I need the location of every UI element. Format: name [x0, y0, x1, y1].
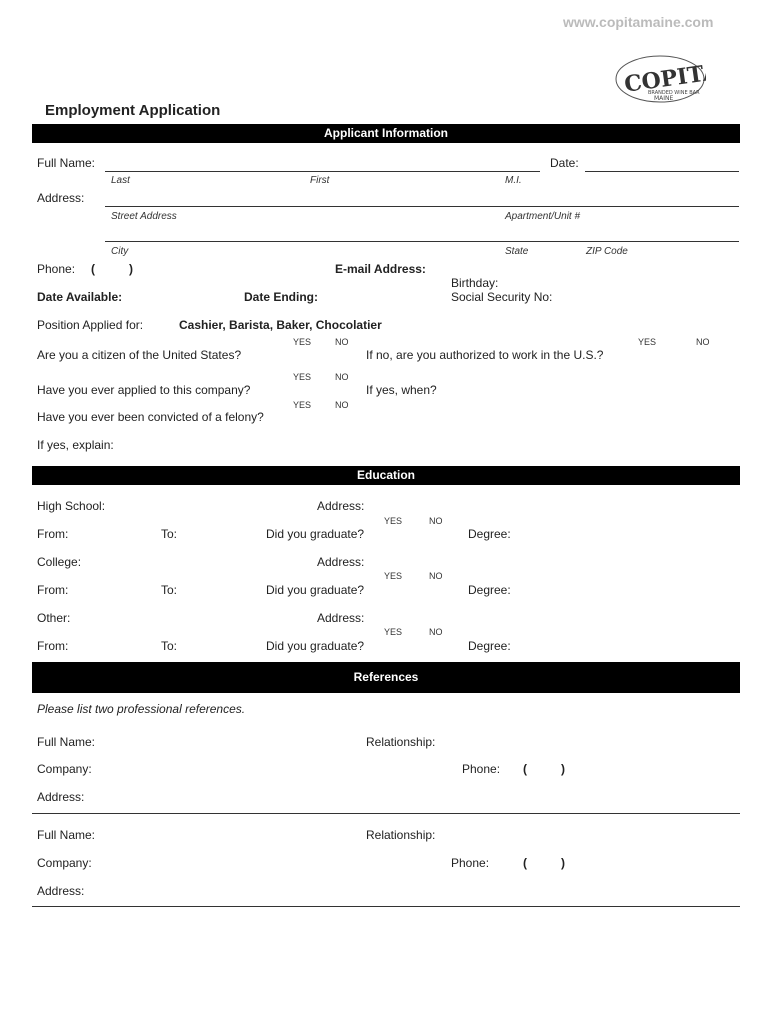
ref2-phone-paren-open: ( [523, 856, 527, 870]
ref1-phone-paren-close: ) [561, 762, 565, 776]
ref1-phone-paren-open: ( [523, 762, 527, 776]
ref2-company-label: Company: [37, 856, 92, 870]
first-sublabel: First [310, 175, 330, 186]
address-label: Address: [37, 191, 85, 205]
section-applicant-information: Applicant Information [32, 124, 740, 143]
ref1-address-label: Address: [37, 790, 85, 804]
street-sublabel: Street Address [111, 211, 177, 222]
other-graduate-yes[interactable]: YES [384, 627, 403, 637]
applied-yes[interactable]: YES [293, 372, 312, 382]
college-address-label: Address: [317, 555, 365, 569]
college-graduate-yes[interactable]: YES [384, 571, 403, 581]
other-to-label: To: [161, 639, 178, 653]
date-ending-label: Date Ending: [244, 290, 318, 304]
section-education: Education [32, 466, 740, 485]
high-school-label: High School: [37, 499, 106, 513]
authorized-no[interactable]: NO [696, 337, 710, 347]
explain-label: If yes, explain: [37, 438, 114, 452]
ref1-full-name-label: Full Name: [37, 735, 96, 749]
references-instruction: Please list two professional references. [37, 702, 246, 716]
mi-sublabel: M.I. [505, 175, 522, 186]
ssn-label: Social Security No: [451, 290, 553, 304]
applied-no[interactable]: NO [335, 372, 349, 382]
logo-text: COPITA [622, 58, 706, 98]
high-school-degree-label: Degree: [468, 527, 511, 541]
high-school-from-label: From: [37, 527, 69, 541]
position-label: Position Applied for: [37, 318, 144, 332]
zip-sublabel: ZIP Code [586, 246, 628, 257]
phone-paren-close: ) [129, 262, 133, 276]
page-title: Employment Application [45, 102, 221, 119]
other-graduate-label: Did you graduate? [266, 639, 365, 653]
street-address-line[interactable] [105, 206, 739, 207]
other-graduate-no[interactable]: NO [429, 627, 443, 637]
college-graduate-no[interactable]: NO [429, 571, 443, 581]
phone-paren-open: ( [91, 262, 95, 276]
other-label: Other: [37, 611, 71, 625]
position-value: Cashier, Barista, Baker, Chocolatier [179, 318, 382, 332]
ref2-phone-label: Phone: [451, 856, 490, 870]
college-from-label: From: [37, 583, 69, 597]
logo-graphic [614, 54, 706, 104]
felony-question: Have you ever been convicted of a felony? [37, 410, 264, 424]
full-name-line[interactable] [105, 171, 540, 172]
citizen-no[interactable]: NO [335, 337, 349, 347]
applied-question: Have you ever applied to this company? [37, 383, 251, 397]
other-address-label: Address: [317, 611, 365, 625]
felony-yes[interactable]: YES [293, 400, 312, 410]
city-line[interactable] [105, 241, 739, 242]
high-school-address-label: Address: [317, 499, 365, 513]
state-sublabel: State [505, 246, 529, 257]
section-references: References [32, 662, 740, 693]
felony-no[interactable]: NO [335, 400, 349, 410]
website-url: www.copitamaine.com [563, 14, 714, 30]
date-available-label: Date Available: [37, 290, 123, 304]
other-from-label: From: [37, 639, 69, 653]
authorized-question: If no, are you authorized to work in the U.S.? [366, 348, 604, 362]
date-label: Date: [550, 156, 579, 170]
college-label: College: [37, 555, 82, 569]
high-school-graduate-label: Did you graduate? [266, 527, 365, 541]
full-name-label: Full Name: [37, 156, 96, 170]
ref2-full-name-label: Full Name: [37, 828, 96, 842]
logo-region: MAINE [654, 95, 674, 102]
copita-logo [614, 54, 706, 104]
other-degree-label: Degree: [468, 639, 511, 653]
ref1-divider [32, 813, 740, 814]
email-label: E-mail Address: [335, 262, 426, 276]
ref1-company-label: Company: [37, 762, 92, 776]
ref1-relationship-label: Relationship: [366, 735, 436, 749]
birthday-label: Birthday: [451, 276, 499, 290]
ref2-address-label: Address: [37, 884, 85, 898]
apartment-sublabel: Apartment/Unit # [505, 211, 581, 222]
city-sublabel: City [111, 246, 129, 257]
date-line[interactable] [585, 171, 739, 172]
college-to-label: To: [161, 583, 178, 597]
ref2-relationship-label: Relationship: [366, 828, 436, 842]
citizen-question: Are you a citizen of the United States? [37, 348, 242, 362]
ref2-phone-paren-close: ) [561, 856, 565, 870]
college-degree-label: Degree: [468, 583, 511, 597]
applied-when-label: If yes, when? [366, 383, 437, 397]
ref1-phone-label: Phone: [462, 762, 501, 776]
college-graduate-label: Did you graduate? [266, 583, 365, 597]
citizen-yes[interactable]: YES [293, 337, 312, 347]
high-school-graduate-no[interactable]: NO [429, 516, 443, 526]
authorized-yes[interactable]: YES [638, 337, 657, 347]
high-school-graduate-yes[interactable]: YES [384, 516, 403, 526]
last-sublabel: Last [111, 175, 130, 186]
high-school-to-label: To: [161, 527, 178, 541]
phone-label: Phone: [37, 262, 76, 276]
logo-subtext: BRANDED WINE BAR [648, 90, 700, 96]
ref2-divider [32, 906, 740, 907]
